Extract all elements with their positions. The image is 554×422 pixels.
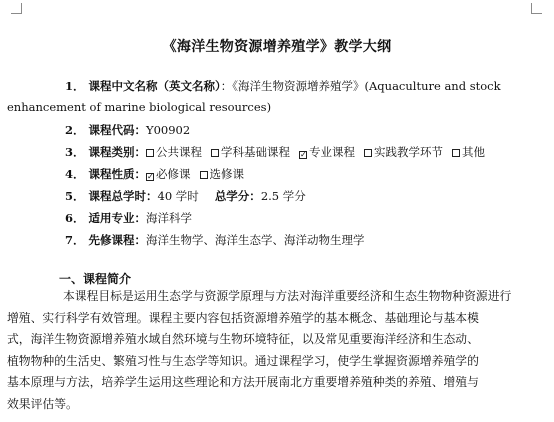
item-course-nature [65,166,253,182]
credit-label: 总学分： [214,189,261,203]
item-course-hours [65,188,306,204]
paragraph-line: 植物物种的生活史、繁殖习性与生态学等知识。通过课程学习，使学生掌握资源增养殖学的 [7,353,479,368]
item-label: 课程中文名称（英文名称） [88,79,221,93]
category-option[interactable] [452,145,485,159]
item-number: 7． [65,233,85,247]
item-value: 海洋科学 [146,211,193,225]
credit-value: 2.5 学分 [260,189,306,203]
checkbox-icon[interactable] [211,149,219,157]
category-option[interactable] [364,145,443,159]
item-course-name [65,78,501,94]
item-number: 6． [65,211,85,225]
category-option-label: 学科基础课程 [221,145,291,159]
paragraph-line: 增殖、实行科学有效管理。课程主要内容包括资源增养殖学的基本概念、基础理论与基本模 [7,310,479,325]
nature-option[interactable] [200,167,245,181]
paragraph-line: 式，海洋生物资源增养殖水域自然环境与生物环境特征，以及常见重要海洋经济和生态动、 [7,332,479,346]
category-option-label: 实践教学环节 [374,145,444,159]
course-intro-paragraph [7,286,512,415]
category-option[interactable] [146,145,202,159]
section-heading: 一、课程简介 [59,272,132,286]
category-option-label: 其他 [462,145,486,159]
category-option[interactable] [211,145,290,159]
paragraph-line: 效果评估等。 [7,396,78,411]
page-corner-mark-right [531,3,542,14]
item-course-code [65,122,190,138]
item-label: 课程代码： [88,123,147,137]
item-applicable-major [65,210,192,226]
category-options [146,145,494,159]
checkbox-checked-icon[interactable]: ✓ [300,150,307,159]
item-number: 5． [65,189,85,203]
paragraph-line: 本课程目标是运用生态学与资源学原理与方法对海洋重要经济和生态生物物种资源进行 [63,289,512,303]
category-option-label: 专业课程 [309,145,356,159]
item-label: 课程总学时： [88,189,158,203]
checkbox-checked-icon[interactable]: ✓ [147,172,154,181]
checkbox-icon[interactable] [146,149,154,157]
checkbox-icon[interactable] [364,149,372,157]
item-label: 课程类别： [88,145,147,159]
page-corner-mark-left [11,3,22,14]
nature-options [146,167,253,181]
checkbox-icon[interactable] [200,171,208,179]
item-label: 先修课程： [88,233,147,247]
item-number: 3． [65,145,85,159]
category-option-label: 公共课程 [156,145,203,159]
item-value: 海洋生物学、海洋生态学、海洋动物生理学 [146,233,365,247]
item-number: 1． [65,79,85,93]
item-label: 课程性质： [88,167,147,181]
nature-option-label: 选修课 [209,167,245,181]
document-title: 《海洋生物资源增养殖学》教学大纲 [162,39,392,55]
item-course-name-cont: enhancement of marine biological resources) [7,100,272,114]
item-course-category [65,144,494,160]
category-option[interactable] [299,145,355,159]
item-value: ：《海洋生物资源增养殖学》(Aquaculture and stock [220,79,501,93]
nature-option-label: 必修课 [156,167,191,181]
item-prerequisites [65,232,365,248]
item-number: 4． [65,167,85,181]
item-number: 2． [65,123,85,137]
item-label: 适用专业： [88,211,147,225]
item-value: 40 学时 [157,189,199,203]
nature-option[interactable] [146,167,191,181]
checkbox-icon[interactable] [452,149,460,157]
paragraph-line: 基本原理与方法，培养学生运用这些理论和方法开展南北方重要增养殖种类的养殖、增殖与 [7,375,479,389]
item-value: Y00902 [146,123,191,137]
